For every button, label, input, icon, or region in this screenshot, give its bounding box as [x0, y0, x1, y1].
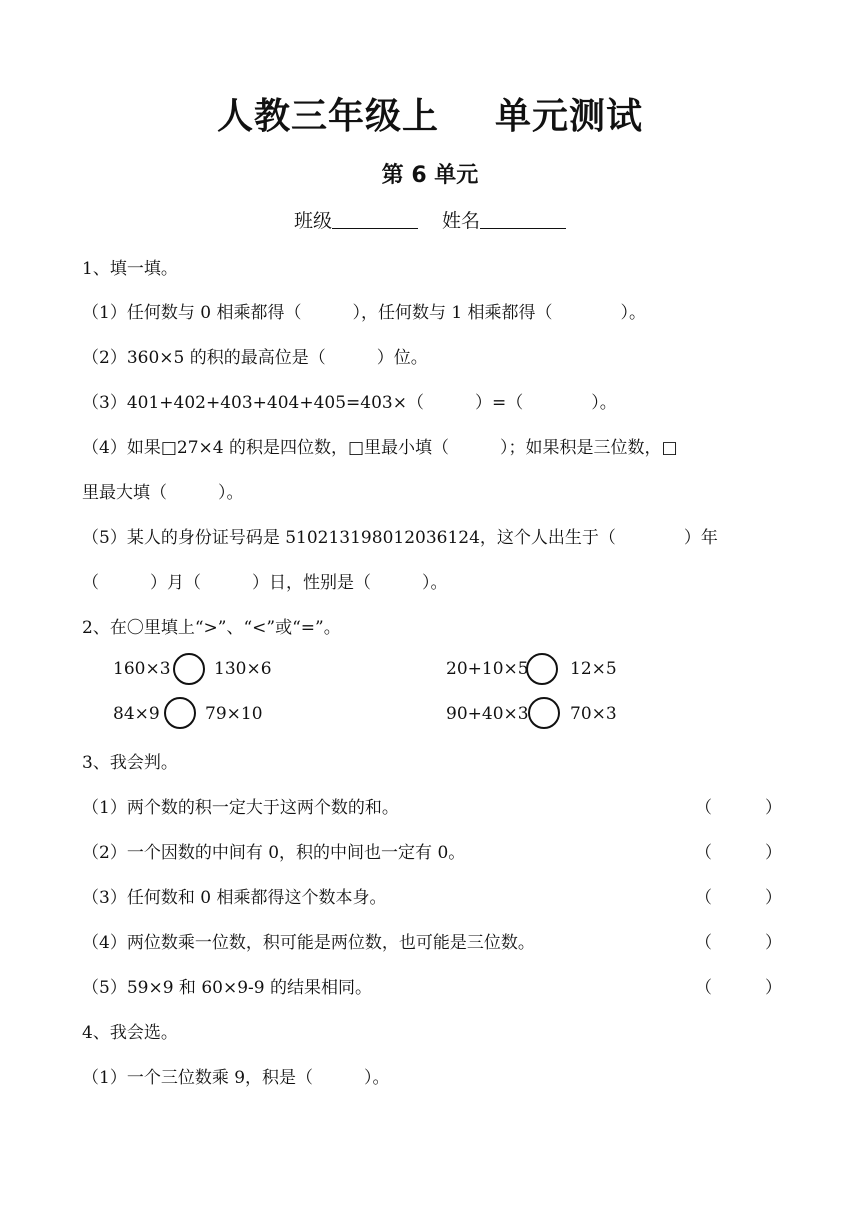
section4-heading: 4、我会选。 [82, 1023, 178, 1043]
s1-question-5: （5）某人的身份证号码是 510213198012036124，这个人出生于（ ）年 [82, 528, 718, 548]
judge-item-2: （2）一个因数的中间有 0，积的中间也一定有 0。 [82, 843, 466, 863]
compare-circle[interactable] [173, 653, 205, 685]
choice-question-1: （1）一个三位数乘 9，积是（ ）。 [82, 1068, 390, 1088]
s1-question-3: （3）401+402+403+404+405=403×（ ）=（ ）。 [82, 393, 617, 413]
compare-circle[interactable] [526, 653, 558, 685]
page-title [0, 88, 860, 139]
judge-item-3: （3）任何数和 0 相乘都得这个数本身。 [82, 888, 387, 908]
compare-left: 160×3 [113, 659, 171, 679]
compare-left: 90+40×3 [446, 704, 529, 724]
judge-paren-open: （ [695, 933, 712, 953]
judge-item-4: （4）两位数乘一位数，积可能是两位数，也可能是三位数。 [82, 933, 535, 953]
judge-item-5: （5）59×9 和 60×9-9 的结果相同。 [82, 978, 372, 998]
class-blank[interactable] [332, 210, 418, 229]
judge-paren-close: ） [765, 888, 782, 908]
s1-question-4: （4）如果□27×4 的积是四位数，□里最小填（ ）；如果积是三位数，□ [82, 438, 678, 458]
judge-paren-open: （ [695, 978, 712, 998]
title-left: 人教三年级上 [216, 96, 439, 137]
s1-question-5-cont: （ ）月（ ）日，性别是（ ）。 [82, 573, 448, 593]
class-name-line [0, 206, 860, 233]
section1-heading: 1、填一填。 [82, 259, 178, 279]
judge-paren-close: ） [765, 933, 782, 953]
compare-right: 70×3 [570, 704, 617, 724]
judge-paren-close: ） [765, 978, 782, 998]
compare-right: 130×6 [214, 659, 272, 679]
judge-item-1: （1）两个数的积一定大于这两个数的和。 [82, 798, 399, 818]
judge-paren-open: （ [695, 798, 712, 818]
judge-paren-open: （ [695, 843, 712, 863]
section2-heading: 2、在〇里填上“>”、“<”或“=”。 [82, 618, 341, 638]
compare-right: 79×10 [205, 704, 263, 724]
section3-heading: 3、我会判。 [82, 753, 178, 773]
judge-paren-close: ） [765, 798, 782, 818]
compare-circle[interactable] [164, 697, 196, 729]
judge-paren-close: ） [765, 843, 782, 863]
compare-left: 84×9 [113, 704, 160, 724]
title-right: 单元测试 [495, 96, 644, 137]
compare-circle[interactable] [528, 697, 560, 729]
judge-paren-open: （ [695, 888, 712, 908]
compare-left: 20+10×5 [446, 659, 529, 679]
name-blank[interactable] [480, 210, 566, 229]
s1-question-2: （2）360×5 的积的最高位是（ ）位。 [82, 348, 428, 368]
unit-subtitle: 第 6 单元 [381, 163, 479, 188]
s1-question-1: （1）任何数与 0 相乘都得（ ），任何数与 1 相乘都得（ ）。 [82, 303, 647, 323]
compare-right: 12×5 [570, 659, 617, 679]
s1-question-4-cont: 里最大填（ ）。 [82, 483, 244, 503]
class-label: 班级 [293, 210, 332, 232]
name-label: 姓名 [442, 210, 481, 232]
